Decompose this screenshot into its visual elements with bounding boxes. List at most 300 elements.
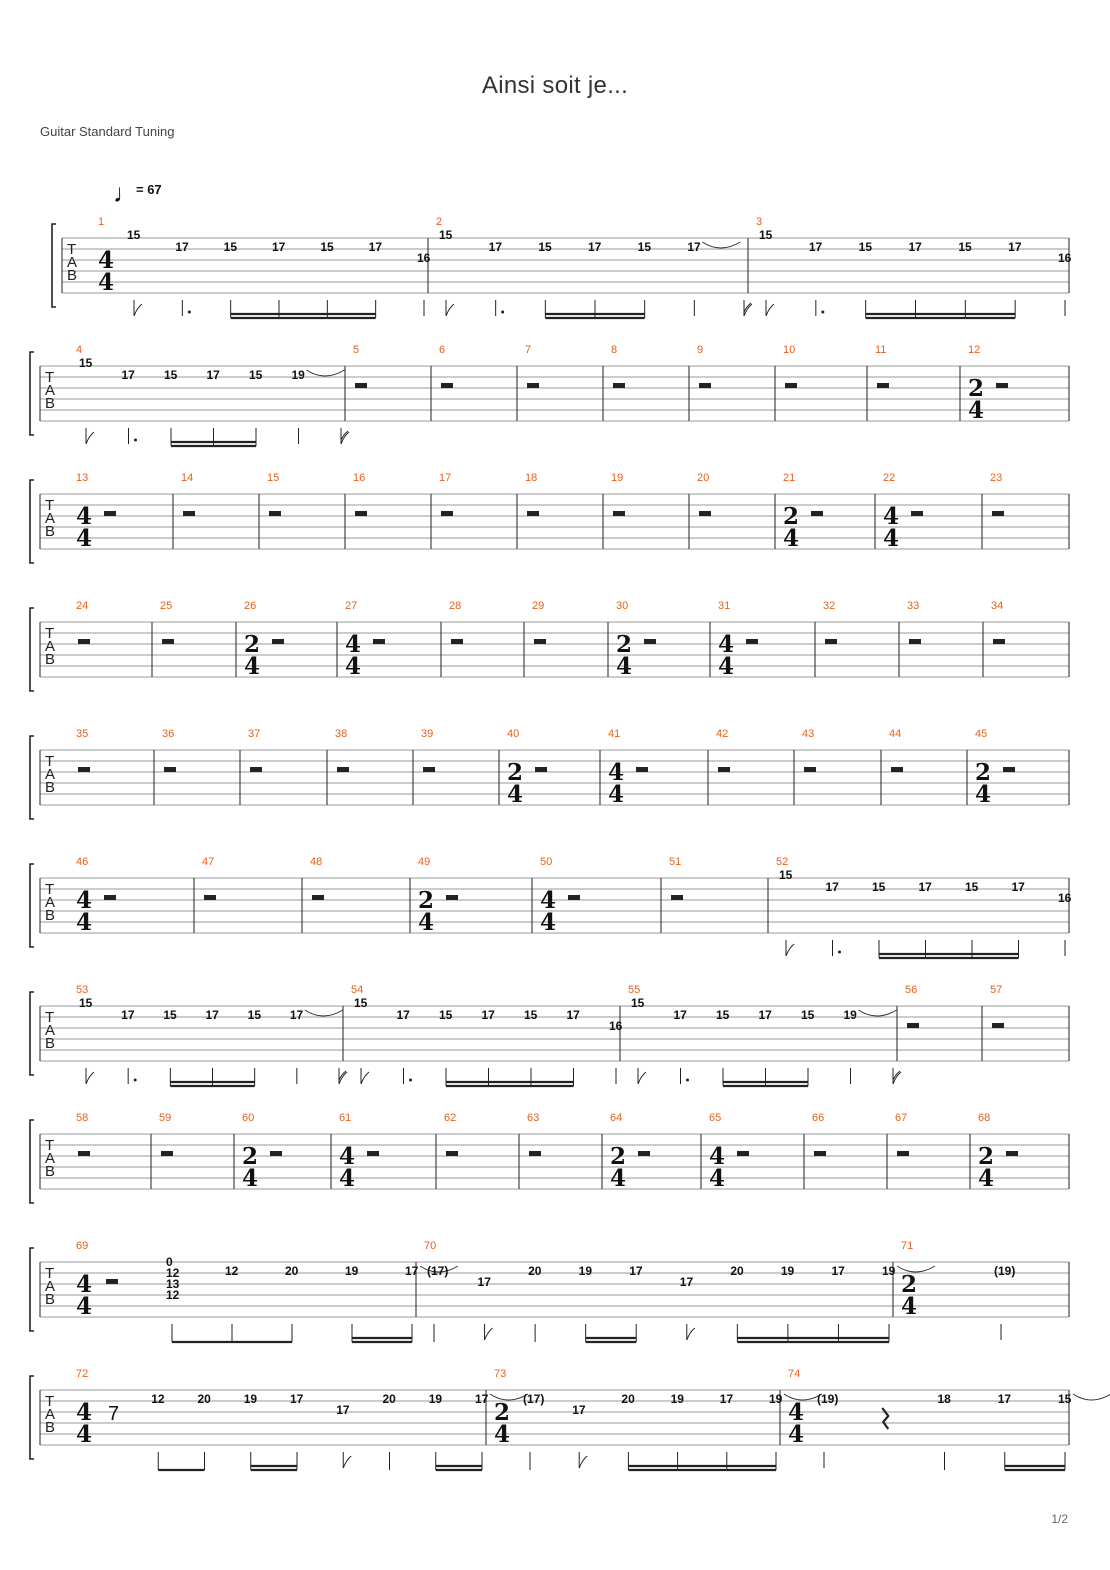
fret-number: 20: [621, 1392, 635, 1406]
time-signature-bottom: 4: [242, 1165, 259, 1192]
half-rest: [272, 639, 284, 644]
fret-number: 15: [79, 996, 93, 1010]
fret-number: 19: [769, 1392, 783, 1406]
time-signature-bottom: 4: [788, 1421, 805, 1448]
time-signature-top: 2: [418, 887, 435, 914]
measure-number: 14: [181, 472, 194, 484]
time-signature-bottom: 4: [718, 653, 735, 680]
measure-number: 50: [540, 856, 553, 868]
system-bracket: [30, 1248, 34, 1331]
measure-number: 20: [697, 472, 710, 484]
measure-number: 70: [424, 1240, 437, 1252]
measure: [978, 1112, 1018, 1192]
half-rest: [250, 767, 262, 772]
note-flag: [485, 1328, 493, 1340]
half-rest: [446, 895, 458, 900]
time-signature-top: 4: [98, 247, 115, 274]
fret-number: 20: [730, 1264, 744, 1278]
fret-number: 15: [779, 868, 793, 882]
measure-number: 31: [718, 600, 731, 612]
measure-number: 41: [608, 728, 621, 740]
half-rest: [638, 1151, 650, 1156]
fret-number: 15: [858, 240, 873, 254]
fret-number: (17): [427, 1264, 449, 1278]
time-signature-top: 2: [975, 759, 992, 786]
fret-number: 17: [289, 1008, 304, 1022]
fret-number: (19): [994, 1264, 1016, 1278]
measure-number: 12: [968, 344, 981, 356]
half-rest: [897, 1151, 909, 1156]
measure-number: 55: [628, 984, 641, 996]
measure: [616, 600, 656, 680]
measure-number: 18: [525, 472, 538, 484]
fret-number: 19: [578, 1264, 593, 1278]
measure-number: 58: [76, 1112, 89, 1124]
note-flag: [786, 944, 794, 956]
measure-number: 23: [990, 472, 1003, 484]
time-signature-top: 4: [608, 759, 625, 786]
measure-number: 34: [991, 600, 1004, 612]
staff-system: [30, 984, 1069, 1086]
measure: [436, 216, 752, 318]
measure: [776, 856, 1072, 958]
measure-number: 39: [421, 728, 434, 740]
fret-number: 15: [872, 880, 886, 894]
tempo-value: = 67: [136, 182, 162, 197]
time-signature-bottom: 4: [98, 269, 115, 296]
tab-clef-letter: T: [45, 497, 55, 514]
measure-number: 26: [244, 600, 257, 612]
system-bracket: [30, 352, 34, 435]
fret-number: 17: [629, 1264, 643, 1278]
measure: [628, 984, 901, 1086]
time-signature-top: 4: [345, 631, 362, 658]
measure: [351, 984, 623, 1086]
fret-number: 17: [588, 240, 602, 254]
fret-number: 17: [719, 1392, 734, 1406]
time-signature-top: 4: [76, 503, 93, 530]
fret-number: 17: [488, 240, 503, 254]
tab-clef-letter: T: [67, 241, 77, 258]
fret-number: 17: [368, 240, 383, 254]
staff-system: [30, 856, 1072, 958]
tab-clef-letter: A: [45, 382, 56, 399]
half-rest: [373, 639, 385, 644]
half-rest: [911, 511, 923, 516]
time-signature-bottom: 4: [339, 1165, 356, 1192]
fret-number: 15: [163, 1008, 177, 1022]
half-rest: [891, 767, 903, 772]
time-signature-top: 4: [709, 1143, 726, 1170]
fret-number: 17: [336, 1403, 350, 1417]
fret-number: 16: [417, 251, 431, 265]
half-rest: [355, 383, 367, 388]
time-signature-top: 4: [718, 631, 735, 658]
measure-number: 60: [242, 1112, 255, 1124]
half-rest: [804, 767, 816, 772]
measure-number: 24: [76, 600, 89, 612]
staff-system: [30, 1240, 1069, 1342]
measure-number: 1: [98, 216, 105, 228]
note-flag: [766, 304, 774, 316]
measure-number: 38: [335, 728, 348, 740]
measure-number: 43: [802, 728, 815, 740]
tuning-label: Guitar Standard Tuning: [40, 124, 175, 139]
fret-number: 12: [151, 1392, 165, 1406]
measure-number: 48: [310, 856, 323, 868]
tab-clef-letter: B: [45, 907, 56, 924]
time-signature-bottom: 4: [76, 1293, 93, 1320]
measure-number: 49: [418, 856, 431, 868]
measure: [709, 1112, 749, 1192]
time-signature-top: 2: [616, 631, 633, 658]
half-rest: [78, 767, 90, 772]
dot: [686, 1079, 689, 1082]
tab-clef-letter: T: [45, 1137, 55, 1154]
note-flag: [579, 1456, 587, 1468]
fret-number: 20: [285, 1264, 299, 1278]
measure-number: 36: [162, 728, 175, 740]
fret-number: 19: [291, 368, 305, 382]
half-rest: [718, 767, 730, 772]
measure-number: 3: [756, 216, 763, 228]
time-signature-top: 4: [76, 1271, 93, 1298]
time-signature-bottom: 4: [540, 909, 557, 936]
tab-clef-letter: B: [45, 779, 56, 796]
fret-number: 17: [566, 1008, 580, 1022]
note-flag: [361, 1072, 369, 1084]
tab-clef-letter: A: [45, 638, 56, 655]
half-rest: [746, 639, 758, 644]
measure-number: 44: [889, 728, 902, 740]
fret-number: 17: [572, 1403, 586, 1417]
fret-number: 17: [481, 1008, 495, 1022]
fret-number: 15: [524, 1008, 538, 1022]
measure-number: 61: [339, 1112, 352, 1124]
staff-system: [30, 1368, 1110, 1470]
measure-number: 73: [494, 1368, 507, 1380]
measure: [610, 1112, 650, 1192]
time-signature-bottom: 4: [76, 525, 93, 552]
measure: [975, 728, 1015, 808]
half-rest: [312, 895, 324, 900]
note-flag: [446, 304, 454, 316]
chord-fret: 13: [166, 1277, 180, 1291]
fret-number: 19: [345, 1264, 359, 1278]
fret-number: 17: [687, 240, 701, 254]
note-flag: [744, 303, 751, 312]
measure-number: 66: [812, 1112, 825, 1124]
measure-number: 30: [616, 600, 629, 612]
note-flag: [638, 1072, 646, 1084]
measure-number: 67: [895, 1112, 908, 1124]
measure-number: 10: [783, 344, 796, 356]
measure-number: 46: [76, 856, 89, 868]
fret-number: 12: [225, 1264, 239, 1278]
measure-number: 42: [716, 728, 729, 740]
fret-number: 15: [965, 880, 979, 894]
fret-number: 17: [396, 1008, 410, 1022]
time-signature-bottom: 4: [968, 397, 985, 424]
page-title: Ainsi soit je...: [481, 72, 629, 99]
half-rest: [568, 895, 580, 900]
fret-number: 15: [320, 240, 334, 254]
half-rest: [613, 511, 625, 516]
half-rest: [993, 639, 1005, 644]
measure: [540, 856, 580, 936]
measure-number: 68: [978, 1112, 991, 1124]
fret-number: 19: [243, 1392, 258, 1406]
half-rest: [644, 639, 656, 644]
measure-number: 65: [709, 1112, 722, 1124]
time-signature-top: 2: [610, 1143, 627, 1170]
time-signature-top: 4: [339, 1143, 356, 1170]
time-signature-bottom: 4: [494, 1421, 511, 1448]
measure: [608, 728, 648, 808]
measure: [98, 216, 431, 318]
measure: [242, 1112, 282, 1192]
time-signature-bottom: 4: [616, 653, 633, 680]
note-flag: [687, 1328, 695, 1340]
tab-clef-letter: T: [45, 881, 55, 898]
fret-number: 19: [780, 1264, 795, 1278]
chord-fret: 0: [166, 1255, 173, 1269]
half-rest: [909, 639, 921, 644]
measure: [718, 600, 758, 680]
dot: [188, 311, 191, 314]
half-rest: [270, 1151, 282, 1156]
half-rest: [636, 767, 648, 772]
measure-number: 8: [611, 344, 618, 356]
fret-number: 15: [637, 240, 652, 254]
tab-clef-letter: B: [67, 267, 78, 284]
measure-number: 51: [669, 856, 682, 868]
fret-number: 15: [801, 1008, 815, 1022]
fret-number: 17: [121, 1008, 135, 1022]
note-flag: [86, 1072, 94, 1084]
measure: [788, 1368, 1110, 1470]
fret-number: (19): [817, 1392, 839, 1406]
half-rest: [699, 383, 711, 388]
measure: [968, 344, 1008, 424]
measure-number: 2: [436, 216, 443, 228]
measure-number: 19: [611, 472, 624, 484]
measure: [345, 600, 385, 680]
fret-number: 17: [758, 1008, 772, 1022]
half-rest: [183, 511, 195, 516]
tab-clef-letter: B: [45, 1419, 56, 1436]
measure: [424, 1240, 935, 1342]
measure-number: 21: [783, 472, 796, 484]
tab-clef-letter: T: [45, 753, 55, 770]
half-rest: [737, 1151, 749, 1156]
tempo-marking: [113, 178, 162, 208]
measure-number: 4: [76, 344, 83, 356]
tab-clef-letter: A: [45, 1022, 56, 1039]
dot: [838, 951, 841, 954]
half-rest: [367, 1151, 379, 1156]
half-rest: [527, 383, 539, 388]
time-signature-top: 2: [968, 375, 985, 402]
half-rest: [106, 1279, 118, 1284]
system-bracket: [30, 608, 34, 691]
system-bracket: [30, 1120, 34, 1203]
measure-number: 35: [76, 728, 89, 740]
half-rest: [337, 767, 349, 772]
time-signature-bottom: 4: [975, 781, 992, 808]
half-rest: [451, 639, 463, 644]
tie-arc: [859, 1010, 897, 1016]
system-bracket: [30, 480, 34, 563]
half-rest: [78, 639, 90, 644]
measure: [901, 1240, 1015, 1340]
tab-clef-letter: B: [45, 395, 56, 412]
tie-arc: [702, 242, 740, 248]
half-rest: [164, 767, 176, 772]
fret-number: 15: [354, 996, 368, 1010]
dot: [501, 311, 504, 314]
half-rest: [613, 383, 625, 388]
half-rest: [529, 1151, 541, 1156]
measure: [883, 472, 923, 552]
dot: [134, 439, 137, 442]
time-signature-top: 2: [242, 1143, 259, 1170]
fret-number: 19: [843, 1008, 857, 1022]
half-rest: [907, 1023, 919, 1028]
time-signature-top: 2: [978, 1143, 995, 1170]
tab-clef-letter: T: [45, 1393, 55, 1410]
fret-number: 15: [247, 1008, 262, 1022]
fret-number: 17: [121, 368, 135, 382]
measure: [76, 856, 116, 936]
measure-number: 69: [76, 1240, 89, 1252]
tab-clef-letter: A: [67, 254, 78, 271]
staff-system: [52, 216, 1072, 318]
tab-clef-letter: A: [45, 1278, 56, 1295]
fret-number: 16: [1058, 251, 1072, 265]
time-signature-bottom: 4: [244, 653, 261, 680]
measure-number: 54: [351, 984, 364, 996]
note-flag: [343, 1456, 351, 1468]
measure-number: 33: [907, 600, 920, 612]
note-flag: [134, 304, 142, 316]
fret-number: 17: [997, 1392, 1012, 1406]
measure-number: 64: [610, 1112, 623, 1124]
tab-clef-letter: A: [45, 894, 56, 911]
half-rest: [204, 895, 216, 900]
half-rest: [104, 895, 116, 900]
system-bracket: [30, 864, 34, 947]
time-signature-top: 4: [76, 887, 93, 914]
chord-fret: 12: [166, 1266, 180, 1280]
fret-number: 17: [908, 240, 922, 254]
measure-number: 29: [532, 600, 545, 612]
eighth-rest: 7: [108, 1403, 120, 1425]
measure: [244, 600, 284, 680]
tab-clef-letter: T: [45, 1265, 55, 1282]
time-signature-top: 2: [494, 1399, 511, 1426]
fret-number: 15: [249, 368, 263, 382]
fret-number: 15: [439, 228, 453, 242]
measure-number: 16: [353, 472, 366, 484]
measure-number: 32: [823, 600, 836, 612]
tab-clef-letter: A: [45, 1150, 56, 1167]
half-rest: [814, 1151, 826, 1156]
measure-number: 71: [901, 1240, 914, 1252]
quarter-rest: [882, 1408, 888, 1429]
fret-number: 17: [1011, 880, 1025, 894]
fret-number: 18: [937, 1392, 951, 1406]
half-rest: [355, 511, 367, 516]
measure: [76, 1240, 458, 1342]
tie-arc: [1073, 1394, 1110, 1400]
measure-number: 9: [697, 344, 704, 356]
tab-clef-letter: B: [45, 651, 56, 668]
time-signature-top: 4: [883, 503, 900, 530]
system-bracket: [30, 992, 34, 1075]
fret-number: 17: [477, 1275, 491, 1289]
time-signature-top: 4: [76, 1399, 93, 1426]
fret-number: 15: [716, 1008, 730, 1022]
measure-number: 62: [444, 1112, 457, 1124]
time-signature-top: 2: [244, 631, 261, 658]
note-flag: [339, 1071, 346, 1080]
time-signature-bottom: 4: [783, 525, 800, 552]
measure: [783, 472, 823, 552]
fret-number: 15: [223, 240, 238, 254]
fret-number: 17: [272, 240, 286, 254]
staff-system: [30, 344, 1069, 446]
time-signature-bottom: 4: [76, 1421, 93, 1448]
measure: [76, 472, 116, 552]
measure-number: 56: [905, 984, 918, 996]
fret-number: 17: [405, 1264, 419, 1278]
half-rest: [535, 767, 547, 772]
fret-number: 15: [1058, 1392, 1072, 1406]
time-signature-bottom: 4: [76, 909, 93, 936]
chord-fret: 12: [166, 1288, 180, 1302]
measure-number: 57: [990, 984, 1003, 996]
fret-number: 17: [1008, 240, 1022, 254]
measure-number: 6: [439, 344, 446, 356]
system-bracket: [52, 224, 56, 307]
measure-number: 17: [439, 472, 452, 484]
measure-number: 11: [875, 344, 887, 356]
half-rest: [785, 383, 797, 388]
half-rest: [104, 511, 116, 516]
half-rest: [78, 1151, 90, 1156]
half-rest: [446, 1151, 458, 1156]
fret-number: 20: [382, 1392, 396, 1406]
fret-number: 15: [631, 996, 645, 1010]
dot: [134, 1079, 137, 1082]
half-rest: [161, 1151, 173, 1156]
dot: [821, 311, 824, 314]
time-signature-bottom: 4: [709, 1165, 726, 1192]
measure: [76, 1368, 528, 1470]
fret-number: 17: [679, 1275, 694, 1289]
half-rest: [671, 895, 683, 900]
half-rest: [162, 639, 174, 644]
tab-clef-letter: A: [45, 1406, 56, 1423]
note-flag: [341, 431, 348, 440]
note-flag: [86, 432, 94, 444]
measure-number: 59: [159, 1112, 172, 1124]
time-signature-bottom: 4: [507, 781, 524, 808]
fret-number: 19: [670, 1392, 684, 1406]
staff-system: [30, 728, 1069, 819]
time-signature-top: 2: [783, 503, 800, 530]
